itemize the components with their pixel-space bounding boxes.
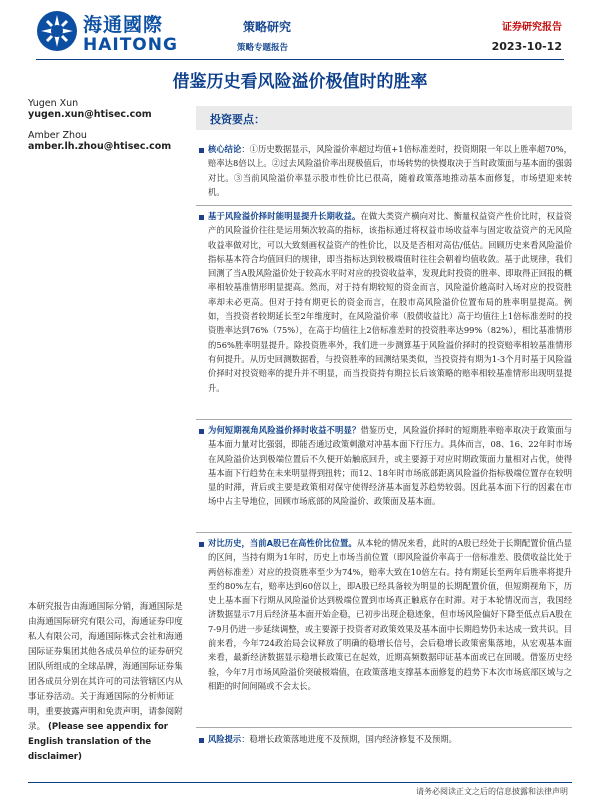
author-name: Amber Zhou	[28, 130, 87, 141]
bullet-icon	[199, 215, 204, 220]
haitong-logo-icon	[36, 10, 78, 52]
bullet-icon	[199, 148, 204, 153]
author-name: Yugen Xun	[28, 98, 79, 109]
author-1	[28, 98, 152, 120]
section-historical-comparison	[208, 536, 572, 722]
author-2	[28, 130, 171, 152]
section-divider	[196, 205, 572, 206]
company-logo	[36, 8, 186, 56]
logo-english: HAITONG	[83, 35, 178, 55]
footer-text: 请务必阅读正文之后的信息披露和法律声明	[416, 787, 568, 796]
section-divider	[196, 727, 572, 728]
section-lead: 对比历史，当前A股已在高性价比位置。	[208, 538, 357, 548]
report-subtype: 策略专题报告	[237, 43, 289, 53]
section-text: 借鉴历史，风险溢价择时的短期胜率赔率取决于政策面与基本面力量对比强弱，即能否通过政策刺激对冲基本面下行压力。具体而言，08、16、22年时市场在风险溢价达到极端位置后不久便开始触底回升，或主要源于对应时期政策面力量相对占优，使得基本面下行趋势在未来明显得到扭转；而12、18年时市场底部距离风险溢价指标极端位置存在较明显的时滞，背后或主要是政策相对保守使得经济基本面复苏趋势较弱。因此基本面下行的因素在市场中占主导地位，回顾市场底部的风险溢价、政策面及基本面。	[208, 425, 572, 507]
bullet-icon	[199, 429, 204, 434]
section-core-conclusion	[208, 142, 572, 200]
section-short-term-view	[208, 423, 572, 527]
report-date: 2023-10-12	[491, 40, 562, 53]
section-divider	[196, 419, 572, 420]
disclaimer-en: (Please see appendix for English translation of the disclaimer)	[28, 722, 168, 762]
disclaimer-cn: 本研究报告由海通国际分销，海通国际是由海通国际研究有限公司，海通证券印度私人有限公司，海通国际株式会社和海通国际证券集团其他各成员单位的证券研究团队所组成的全球品牌，海通国际证券集团各成员分别在其许可的司法管辖区内从事证券活动。关于海通国际的分析师证明，重要披露声明和免责声明，请参阅附录。	[28, 602, 183, 732]
section-text: 在做大类资产横向对比、衡量权益资产性价比时，权益资产的风险溢价往往是运用频次较高的指标，该指标通过将权益市场收益率与固定收益资产的无风险收益率做对比，可以大致刻画权益资产的性价比，以及是否相对高估/低估。回顾历史来看风险溢价指标基本符合均值回归的规律，即当指标达到较极端值时往往会朝着均值收敛。基于此规律，我们回测了当A股风险溢价处于较高水平时对应的投资收益率，发现此时投资的胜率、即取得正回报的概率相较基准情形明显提高。然而，对于持有期较短的资金而言，风险溢价越高时入场对应的投资胜率却未必更高。但对于持有期更长的资金而言，在股市高风险溢价位置布局的胜率明显提高。例如，当投资者较期延长至2年维度时，在风险溢价率（股债收益比）高于均值往上1倍标准差时的投资胜率达到76%（75%），在高于均值往上2倍标准差时的投资胜率达99%（82%），相比基准情形的56%胜率明显提升。除投资胜率外，我们进一步测算基于风险溢价择时的投资赔率相较基准情形有何提升。从历史回测数据看，与投资胜率的回测结果类似，当投资持有期为1-3个月时基于风险溢价择时对投资赔率的提升并不明显，而当投资持有期拉长后该策略的赔率相较基准情形出现明显提升。	[208, 211, 572, 393]
section-text: ：稳增长政策落地进度不及预期，国内经济修复不及预期。	[241, 734, 457, 744]
header-divider	[36, 59, 564, 60]
section-lead: 为何短期视角风险溢价择时收益不明显？	[208, 425, 361, 435]
logo-chinese: 海通國際	[83, 14, 164, 36]
summary-title: 投资要点：	[210, 113, 265, 126]
footer-divider	[28, 782, 572, 783]
bullet-icon	[199, 542, 204, 547]
section-text: 从本轮的情况来看，此时的A股已经处于长期配置价值凸显的区间，当持有期为1年时，历史上市场当前位置（即风险溢价率高于一倍标准差、股债收益比处于两倍标准差）对应的投资胜率至少为74%，赔率大致在10倍左右。持有期延长至两年后胜率将提升至约80%左右，赔率达到60倍以上，即A股已经具备较为明显的长期配置价值，但短期视角下，历史上基本面下行期从风险溢价达到极端位置到市场真正触底存在时滞。对于本轮情况而言，我国经济数据显示7月后经济基本面开始企稳，已初步出现企稳迹象，但市场风险偏好下降至低点后A股在7-9月仍进一步延续调整，或主要源于投资者对政策效果及基本面中长期趋势仍未达成一致共识。目前来看，今年724政治局会议释放了明确的稳增长信号，会后稳增长政策密集落地，从宏观基本面来看，最新经济数据显示稳增长政策已在起效，近期高频数据印证基本面或已在回暖。借鉴历史经验，今年7月市场风险溢价突破极端值，在政策落地支撑基本面修复的趋势下本次市场底部区域与之相距的时间间隔或不会太长。	[208, 538, 572, 691]
page-title: 借鉴历史看风险溢价极值时的胜率	[172, 72, 428, 92]
section-lead: 风险提示	[208, 734, 242, 744]
author-email[interactable]: amber.lh.zhou@htisec.com	[28, 141, 172, 152]
section-lead: 核心结论	[208, 144, 242, 154]
bullet-icon	[199, 738, 204, 743]
disclaimer	[28, 600, 186, 765]
summary-header	[196, 106, 572, 130]
section-divider	[196, 532, 572, 533]
report-category: 证券研究报告	[502, 22, 562, 33]
section-text: ：①历史数据显示，风险溢价率超过均值+1倍标准差时，投资期限一年以上胜率超70%，赔率达8倍以上。②过去风险溢价率出现极值后，市场转势的快慢取决于当时政策面与基本面的强弱对比。③当前风险溢价率显示股市性价比已很高，随着政策落地推动基本面修复，市场望迎来转机。	[208, 144, 572, 197]
report-type: 策略研究	[243, 20, 292, 34]
author-email[interactable]: yugen.xun@htisec.com	[28, 109, 152, 120]
section-risk-warning	[208, 732, 572, 748]
section-risk-premium-timing	[208, 209, 572, 415]
section-lead: 基于风险溢价择时能明显提升长期收益。	[208, 211, 361, 221]
